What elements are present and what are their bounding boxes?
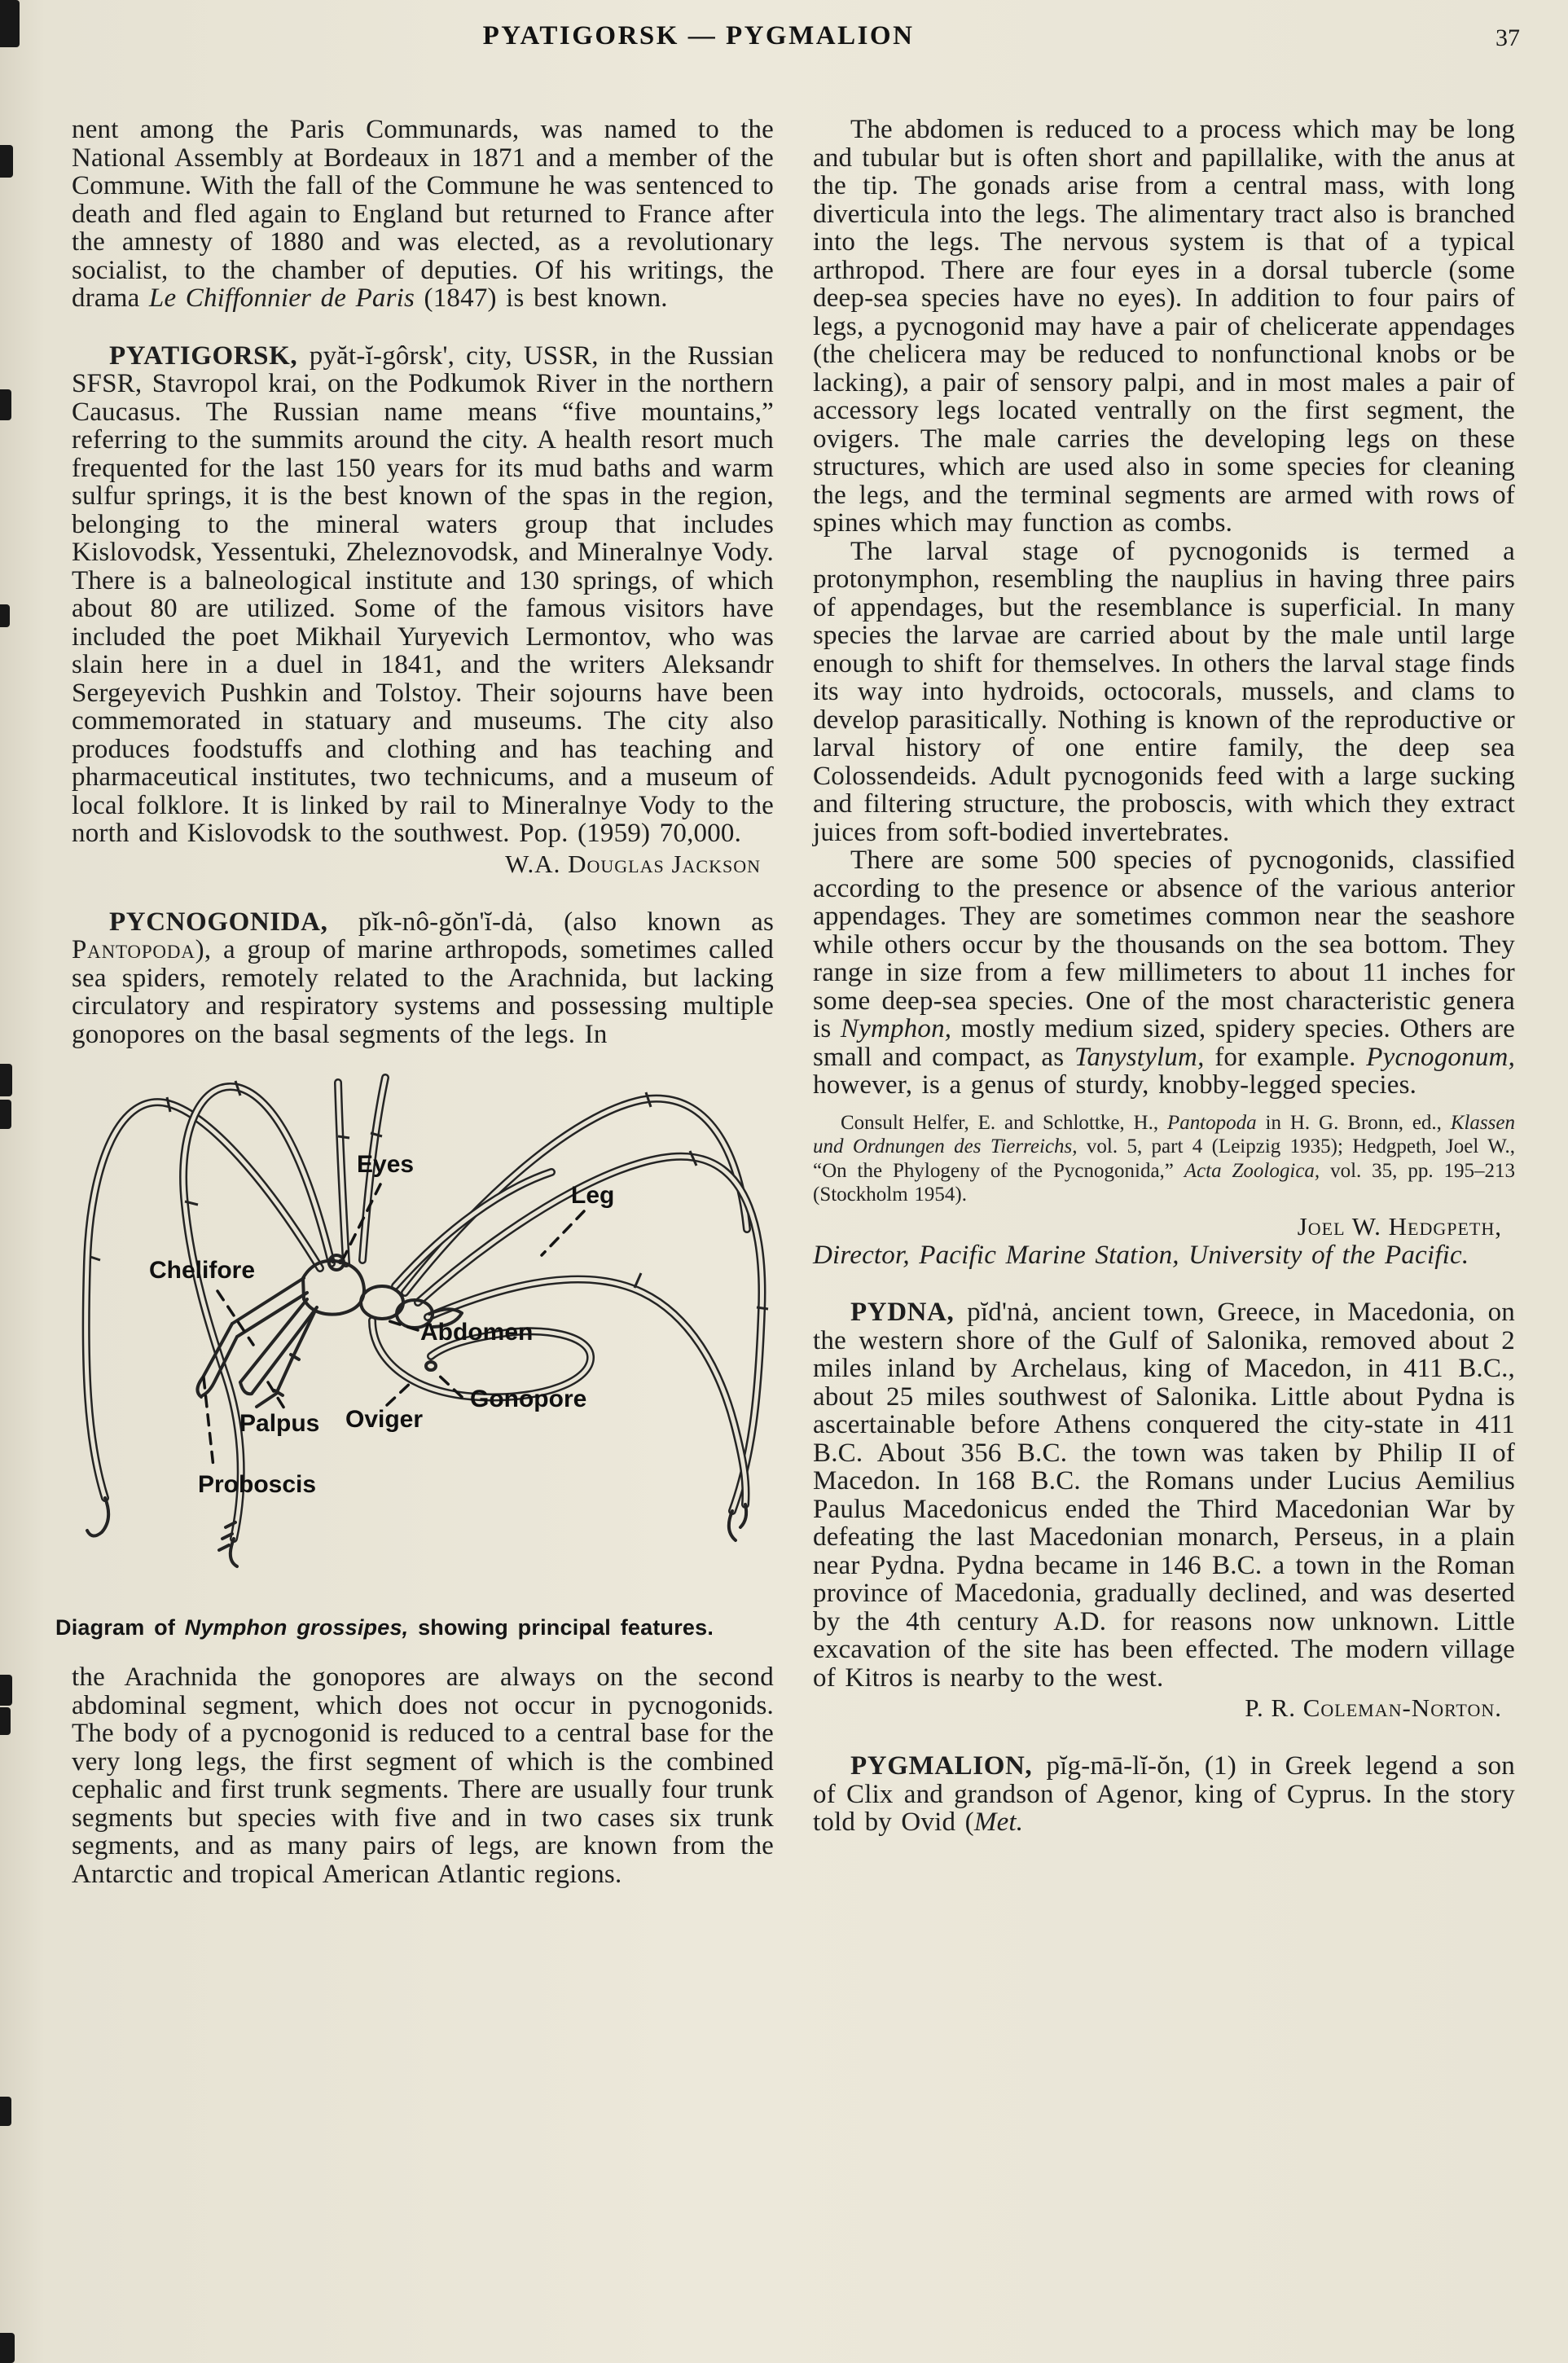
leg-line xyxy=(395,1172,551,1286)
paragraph-species: There are some 500 species of pycnogonids, classified according to the presence or absence of the various anterior appendages. They are sometimes common near the seashore while others occur by the thousands on the sea bottom. They range in size from a few millimeters to about 11 inches for some deep-sea species. One of the most characteristic genera is Nymphon, mostly medium sized, spidery species. Others are small and compact, as Tanystylum, for example. Pycnogonum, however, is a genus of sturdy, knobby-legged species. xyxy=(813,845,1516,1100)
leader-leg xyxy=(542,1211,584,1255)
edge-mark xyxy=(0,1707,11,1735)
right-column xyxy=(813,116,1515,1837)
edge-mark xyxy=(0,1100,11,1129)
diagram-label-leg: Leg xyxy=(571,1182,615,1209)
attribution-hedgpeth: Joel W. Hedgpeth, xyxy=(1297,1211,1502,1241)
diagram-label-chelifore: Chelifore xyxy=(149,1257,256,1284)
edge-mark xyxy=(0,2333,15,2363)
paragraph-pycnogonida-continued: the Arachnida the gonopores are always on the second abdominal segment, which does not occur in pycnogonids. The body of a pycnogonid is reduced to a central base for the very long legs, the first segment of which is the combined cephalic and first trunk segments. There are usually four trunk segments but species with five and in two cases six trunk segments, and as many pairs of legs, are known from the Antarctic and tropical American Atlantic regions. xyxy=(72,1662,774,1889)
edge-mark xyxy=(0,604,10,627)
diagram-caption: Diagram of Nymphon grossipes, showing principal features. xyxy=(55,1615,714,1640)
proboscis-outline xyxy=(240,1299,317,1394)
attribution-pydna: P. R. Coleman-Norton. xyxy=(1245,1693,1502,1722)
gonopore-mark xyxy=(426,1362,436,1370)
claw xyxy=(87,1498,108,1536)
edge-mark xyxy=(0,389,11,420)
paragraph-larval-stage: The larval stage of pycnogonids is termed a protonymphon, resembling the nauplius in having three pairs of appendages, but the resemblance is superficial. In many species the larvae are carried about by the male until large enough to shift for themselves. In others the larval stage finds its way into hydroids, octocorals, mussels, and clams to develop parasitically. Nothing is known of the reproductive or larval history of one entire family, the deep sea Colossendeids. Adult pycnogonids feed with a large sucking and filtering structure, the proboscis, with which they extract juices from soft-bodied invertebrates. xyxy=(813,536,1515,847)
sea-spider-drawing xyxy=(54,1058,788,1596)
entry-pycnogonida: PYCNOGONIDA, pĭk-nô-gŏn'ĭ-dȧ, (also known as Pantopoda), a group of marine arthropods, sometimes called sea spiders, remotely related to the Arachnida, but lacking circulatory and respiratory systems and possessing multiple gonopores on the basal segments of the legs. In xyxy=(72,907,774,1049)
edge-mark xyxy=(0,145,13,178)
entry-pygmalion: PYGMALION, pĭg-mā-lĭ-ŏn, (1) in Greek legend a son of Clix and grandson of Agenor, king of Cyprus. In the story told by Ovid (Met. xyxy=(813,1751,1515,1837)
entry-pyatigorsk: PYATIGORSK, pyăt-ĭ-gôrsk', city, USSR, in the Russian SFSR, Stavropol krai, on the Podkumok River in the northern Caucasus. The Russian name means “five mountains,” referring to the summits around the city. A health resort much frequented for the last 150 years for its mud baths and warm sulfur springs, it is the best known of the spas in the region, belonging to the mineral waters group that includes Kislovodsk, Yessentuki, Zheleznovodsk, and Mineralnye Vody. There is a balneological institute and 130 springs, of which about 80 are utilized. Some of the famous visitors have included the poet Mikhail Yuryevich Lermontov, who was slain here in a duel in 1841, and the writers Aleksandr Sergeyevich Pushkin and Tolstoy. Their sojourns have been commemorated in statuary and museums. The city also produces foodstuffs and clothing and has teaching and pharmaceutical institutes, two technicums, and a museum of local folklore. It is linked by rail to Mineralnye Vody to the north and Kislovodsk to the southwest. Pop. (1959) 70,000. xyxy=(72,340,774,848)
eye-dot xyxy=(338,1259,343,1264)
leader-oviger xyxy=(387,1381,413,1405)
running-head: PYATIGORSK — PYGMALION xyxy=(482,21,915,51)
paragraph-abdomen: The abdomen is reduced to a process which may be long and tubular but is often short and papillalike, with the anus at the tip. The gonads arise from a central mass, with long diverticula into the legs. The alimentary tract also is branched into the legs. The nervous system is that of a typical arthropod. There are four eyes in a dorsal tubercle (some deep-sea species have no eyes). In addition to four pairs of legs, a pycnogonid may have a pair of chelicerate appendages (the chelicera may be reduced to nonfunctional knobs or be lacking), a pair of sensory palpi, and in most males a pair of accessory legs located ventrally on the first segment, the ovigers. The male carries the developing legs on these structures, which are used also in some species for cleaning the legs, and the terminal segments are armed with rows of spines which may function as combs. xyxy=(813,115,1515,538)
diagram-label-proboscis: Proboscis xyxy=(198,1471,317,1498)
paragraph-continuation: nent among the Paris Communards, was named to the National Assembly at Bordeaux in 1871 and a member of the Commune. With the fall of the Commune he was sentenced to death and fled again to England but returned to France after the amnesty of 1880 and was elected, as a revolutionary socialist, to the chamber of deputies. Of his writings, the drama Le Chiffonnier de Paris (1847) is best known. xyxy=(72,115,774,313)
eye-dot xyxy=(331,1258,336,1263)
bibliography: Consult Helfer, E. and Schlottke, H., Pantopoda in H. G. Bronn, ed., Klassen und Ordnungen des Tierreichs, vol. 5, part 4 (Leipzig 1935); Hedgpeth, Joel W., “On the Phylogeny of the Pycnogonida,” Acta Zoologica, vol. 35, pp. 195–213 (Stockholm 1954). xyxy=(813,1111,1516,1206)
edge-mark xyxy=(0,1064,12,1096)
left-column xyxy=(55,115,774,1889)
page-number: 37 xyxy=(1496,24,1520,51)
diagram-label-eyes: Eyes xyxy=(357,1151,415,1178)
diagram-label-abdomen: Abdomen xyxy=(420,1319,534,1346)
diagram-label-gonopore: Gonopore xyxy=(470,1386,587,1412)
edge-mark xyxy=(0,2097,11,2126)
diagram-label-palpus: Palpus xyxy=(239,1410,320,1437)
edge-mark xyxy=(0,0,20,47)
attribution-pyatigorsk: W.A. Douglas Jackson xyxy=(505,849,761,878)
diagram-label-oviger: Oviger xyxy=(345,1406,424,1433)
claw xyxy=(729,1511,736,1540)
edge-mark xyxy=(0,1675,12,1706)
pycnogonid-diagram xyxy=(54,1058,788,1640)
entry-pydna: PYDNA, pĭd'nȧ, ancient town, Greece, in Macedonia, on the western shore of the Gulf of Salonika, removed about 2 miles inland by Archelaus, king of Macedon, in 411 B.C., about 25 miles southwest of Salonika. Little about Pydna is ascertainable before Athens conquered the city-state in 411 B.C. About 356 B.C. the town was taken by Philip II of Macedon. In 168 B.C. the Romans under Lucius Aemilius Paulus Macedonicus ended the Third Macedonian War by defeating the last Macedonian monarch, Perseus, in a plain near Pydna. Pydna became in 146 B.C. a town in the Roman province of Macedonia, gradually declined, and was deserted by the 4th century A.D. for reasons now unknown. Little excavation of the site has been effected. The modern village of Kitros is nearby to the west. xyxy=(813,1298,1515,1693)
attribution-title: Director, Pacific Marine Station, University of the Pacific. xyxy=(813,1240,1469,1270)
leg-line xyxy=(395,1172,551,1286)
